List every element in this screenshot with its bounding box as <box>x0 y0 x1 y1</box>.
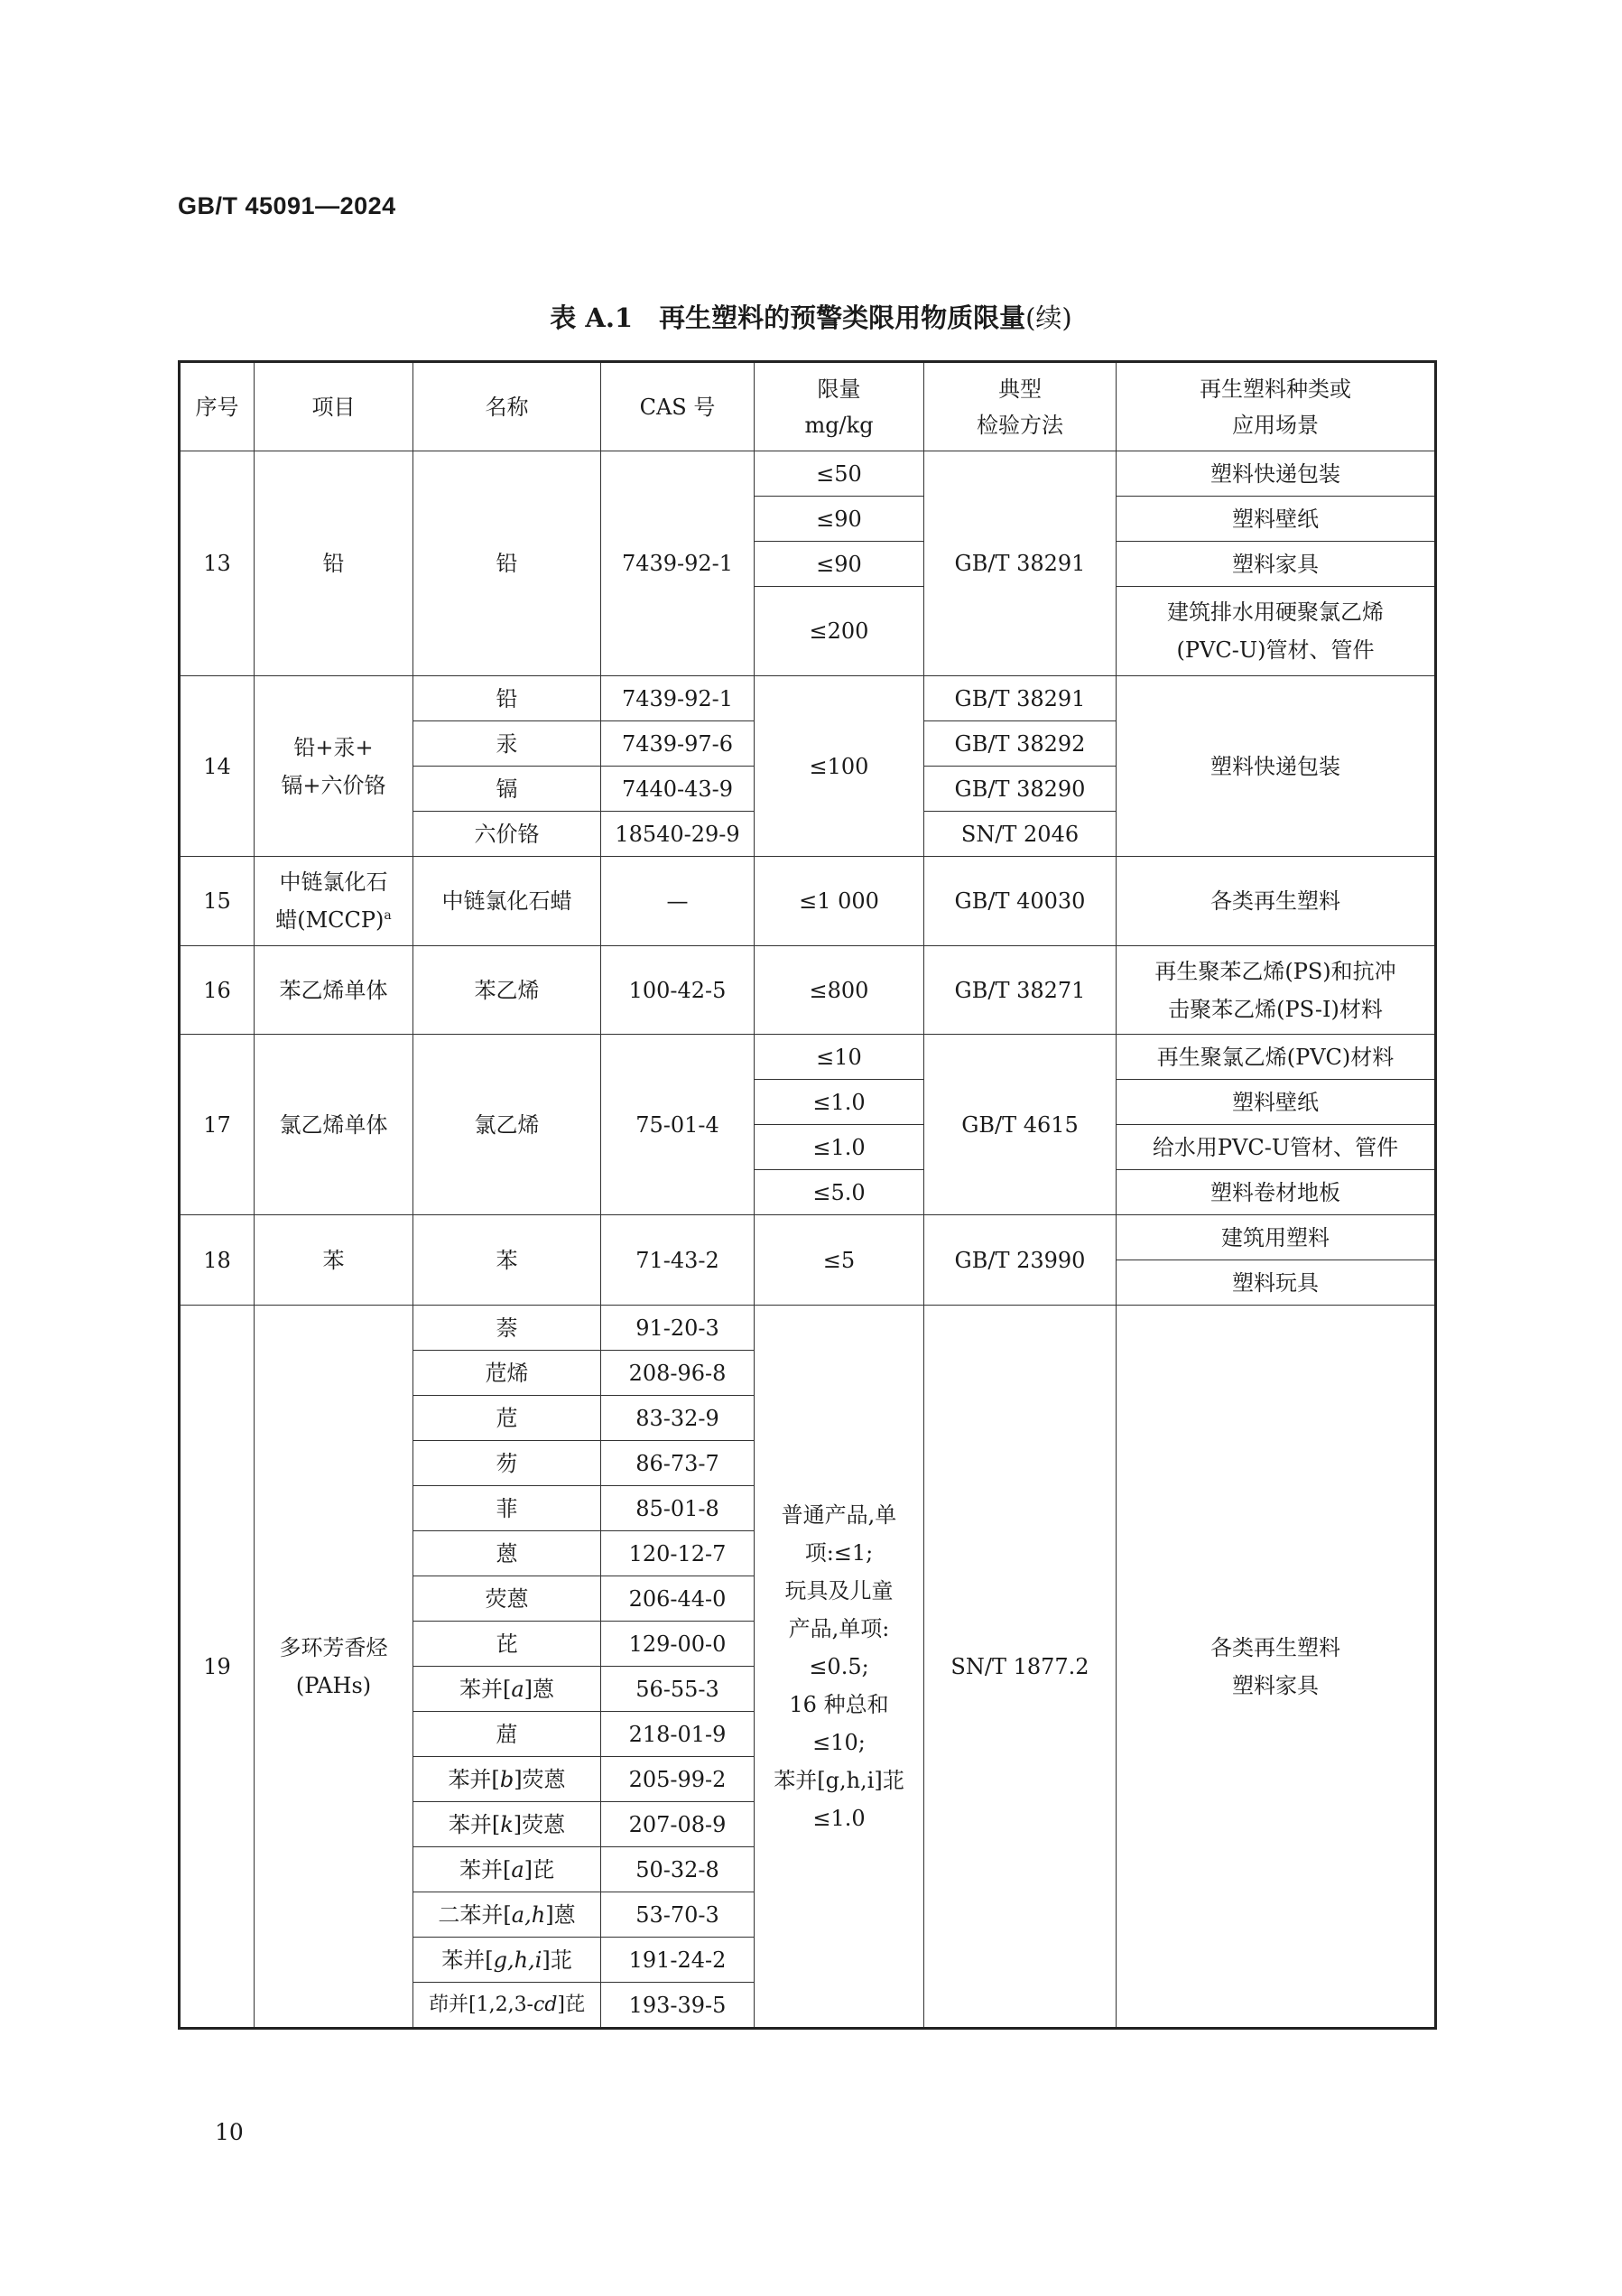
col-header-item: 项目 <box>255 362 413 451</box>
limit-line: 玩具及儿童 <box>784 1577 894 1603</box>
cell-item <box>255 857 413 946</box>
limit-line: 16 种总和 <box>789 1691 889 1717</box>
cell-cas: 18540-29-9 <box>601 812 755 857</box>
cell-scope: 塑料快递包装 <box>1117 676 1436 857</box>
cell-cas: 7439-97-6 <box>601 721 755 767</box>
cell-cas: 86-73-7 <box>601 1441 755 1486</box>
cell-cas: 206-44-0 <box>601 1576 755 1622</box>
cell-scope-line1: 各类再生塑料 <box>1210 1634 1340 1660</box>
cell-name: 苯乙烯 <box>413 946 601 1035</box>
cell-cas: 91-20-3 <box>601 1306 755 1351</box>
col-header-scope-line1: 再生塑料种类或 <box>1200 376 1351 402</box>
name-part: ]荧蒽 <box>514 1766 566 1792</box>
col-header-method-line2: 检验方法 <box>977 412 1063 438</box>
cell-name <box>413 1892 601 1938</box>
cell-name: 中链氯化石蜡 <box>413 857 601 946</box>
cell-scope <box>1117 946 1436 1035</box>
cell-no: 13 <box>180 451 255 676</box>
name-part: ]苝 <box>542 1947 572 1973</box>
cell-name <box>413 1983 601 2029</box>
name-part-italic: a <box>511 1856 524 1882</box>
cell-method: SN/T 2046 <box>924 812 1117 857</box>
cell-item: 氯乙烯单体 <box>255 1035 413 1215</box>
name-part-italic: a,h <box>511 1901 546 1928</box>
cell-scope: 再生聚氯乙烯(PVC)材料 <box>1117 1035 1436 1080</box>
name-part: ]荧蒽 <box>513 1811 566 1837</box>
cell-cas: 129-00-0 <box>601 1622 755 1667</box>
cell-limit: ≤90 <box>755 542 924 587</box>
cell-item <box>255 676 413 857</box>
cell-item-line1: 中链氯化石 <box>279 869 388 895</box>
cell-no: 16 <box>180 946 255 1035</box>
cell-no: 18 <box>180 1215 255 1306</box>
table-title-continued: (续) <box>1025 302 1072 333</box>
cell-name: 汞 <box>413 721 601 767</box>
table-header-row <box>180 362 1436 451</box>
cell-name: 萘 <box>413 1306 601 1351</box>
table-row <box>180 857 1436 946</box>
cell-scope: 给水用PVC-U管材、管件 <box>1117 1125 1436 1170</box>
name-part: 二苯并[ <box>438 1901 512 1928</box>
limit-line: ≤10; <box>812 1729 866 1755</box>
cell-name: 镉 <box>413 767 601 812</box>
cell-scope: 塑料玩具 <box>1117 1260 1436 1306</box>
cell-no: 14 <box>180 676 255 857</box>
cell-scope <box>1117 1306 1436 2029</box>
cell-name: 氯乙烯 <box>413 1035 601 1215</box>
cell-scope-line1: 建筑排水用硬聚氯乙烯 <box>1167 600 1384 625</box>
cell-item <box>255 1306 413 2029</box>
page-number: 10 <box>215 2119 244 2145</box>
cell-scope-line1: 再生聚苯乙烯(PS)和抗冲 <box>1154 958 1396 984</box>
cell-limit: ≤50 <box>755 451 924 497</box>
cell-limit: ≤1.0 <box>755 1125 924 1170</box>
cell-scope: 塑料壁纸 <box>1117 1080 1436 1125</box>
cell-limit: ≤5 <box>755 1215 924 1306</box>
name-part: 苯并[ <box>459 1676 512 1702</box>
name-part: ]蒽 <box>545 1901 576 1928</box>
cell-cas: 75-01-4 <box>601 1035 755 1215</box>
cell-name <box>413 1757 601 1802</box>
cell-limit: ≤90 <box>755 497 924 542</box>
table-title <box>0 298 1622 335</box>
name-part: 苯并[ <box>448 1766 500 1792</box>
cell-method: GB/T 23990 <box>924 1215 1117 1306</box>
cell-item-line2: 蜡(MCCP) <box>275 907 385 933</box>
cell-item-line2: (PAHs) <box>295 1672 372 1698</box>
cell-cas: 191-24-2 <box>601 1938 755 1983</box>
cell-limit: ≤800 <box>755 946 924 1035</box>
cell-name: 芘 <box>413 1622 601 1667</box>
cell-limit: ≤1.0 <box>755 1080 924 1125</box>
cell-scope-line2: 击聚苯乙烯(PS-I)材料 <box>1168 996 1383 1022</box>
table-row <box>180 946 1436 1035</box>
cell-cas: 7439-92-1 <box>601 676 755 721</box>
col-header-limit-unit: mg/kg <box>804 412 874 438</box>
col-header-scope-line2: 应用场景 <box>1232 412 1319 438</box>
restricted-substances-table <box>178 360 1437 2030</box>
cell-scope-line2: (PVC-U)管材、管件 <box>1176 637 1375 663</box>
col-header-limit <box>755 362 924 451</box>
cell-cas: 7440-43-9 <box>601 767 755 812</box>
cell-no: 17 <box>180 1035 255 1215</box>
col-header-method <box>924 362 1117 451</box>
table-row <box>180 451 1436 497</box>
col-header-limit-line1: 限量 <box>817 376 861 402</box>
standard-code: GB/T 45091—2024 <box>178 192 396 219</box>
cell-cas: 71-43-2 <box>601 1215 755 1306</box>
cell-scope: 塑料家具 <box>1117 542 1436 587</box>
cell-name <box>413 1938 601 1983</box>
table-title-text: 表 A.1 再生塑料的预警类限用物质限量 <box>550 302 1026 333</box>
cell-cas: 205-99-2 <box>601 1757 755 1802</box>
cell-name: 铅 <box>413 676 601 721</box>
cell-method: GB/T 40030 <box>924 857 1117 946</box>
cell-name: 苊 <box>413 1396 601 1441</box>
col-header-cas: CAS 号 <box>601 362 755 451</box>
cell-cas: 100-42-5 <box>601 946 755 1035</box>
name-part-italic: a <box>511 1676 524 1702</box>
cell-limit <box>755 1306 924 2029</box>
cell-name: 铅 <box>413 451 601 676</box>
table-row <box>180 1035 1436 1080</box>
name-part: ]蒽 <box>524 1676 555 1702</box>
name-part: 茚并[1,2,3- <box>429 1993 533 2016</box>
limit-line: ≤0.5; <box>809 1653 869 1679</box>
table-row <box>180 1306 1436 1351</box>
cell-item-line1: 铅+汞+ <box>293 734 374 760</box>
cell-scope: 塑料卷材地板 <box>1117 1170 1436 1215</box>
cell-item: 苯 <box>255 1215 413 1306</box>
cell-cas: 50-32-8 <box>601 1847 755 1892</box>
cell-name <box>413 1667 601 1712</box>
cell-name: 芴 <box>413 1441 601 1486</box>
limit-line: ≤1.0 <box>812 1805 866 1831</box>
cell-name <box>413 1847 601 1892</box>
limit-line: 苯并[g,h,i]苝 <box>774 1767 904 1793</box>
limit-line: 普通产品,单 <box>781 1501 897 1528</box>
cell-cas: 7439-92-1 <box>601 451 755 676</box>
cell-cas: 193-39-5 <box>601 1983 755 2029</box>
cell-method: GB/T 38291 <box>924 451 1117 676</box>
cell-limit: ≤5.0 <box>755 1170 924 1215</box>
cell-name: 六价铬 <box>413 812 601 857</box>
cell-no: 19 <box>180 1306 255 2029</box>
cell-name: 苯 <box>413 1215 601 1306</box>
cell-method: GB/T 38271 <box>924 946 1117 1035</box>
cell-limit: ≤1 000 <box>755 857 924 946</box>
cell-cas: 56-55-3 <box>601 1667 755 1712</box>
cell-scope: 塑料快递包装 <box>1117 451 1436 497</box>
name-part-italic: g,h,i <box>493 1947 542 1973</box>
cell-cas: 85-01-8 <box>601 1486 755 1531</box>
cell-cas: 83-32-9 <box>601 1396 755 1441</box>
cell-scope: 建筑用塑料 <box>1117 1215 1436 1260</box>
footnote-marker: a <box>384 908 392 923</box>
cell-item-line1: 多环芳香烃 <box>279 1634 388 1660</box>
name-part: ]芘 <box>557 1993 585 2016</box>
cell-name: 蒽 <box>413 1531 601 1576</box>
name-part-italic: cd <box>533 1993 558 2016</box>
cell-limit: ≤100 <box>755 676 924 857</box>
cell-item: 苯乙烯单体 <box>255 946 413 1035</box>
name-part-italic: b <box>499 1766 514 1792</box>
cell-scope-line2: 塑料家具 <box>1232 1672 1319 1698</box>
cell-name: 荧蒽 <box>413 1576 601 1622</box>
name-part-italic: k <box>500 1811 514 1837</box>
col-header-name: 名称 <box>413 362 601 451</box>
limit-line: 项:≤1; <box>804 1539 874 1566</box>
col-header-method-line1: 典型 <box>998 376 1042 402</box>
name-part: ]芘 <box>524 1856 555 1882</box>
cell-name: 苊烯 <box>413 1351 601 1396</box>
cell-method: GB/T 38291 <box>924 676 1117 721</box>
cell-method: GB/T 38290 <box>924 767 1117 812</box>
limit-line: 产品,单项: <box>788 1615 890 1641</box>
cell-limit: ≤10 <box>755 1035 924 1080</box>
cell-name <box>413 1802 601 1847</box>
cell-scope: 各类再生塑料 <box>1117 857 1436 946</box>
cell-cas: 53-70-3 <box>601 1892 755 1938</box>
name-part: 苯并[ <box>441 1947 494 1973</box>
col-header-scope <box>1117 362 1436 451</box>
cell-cas: 218-01-9 <box>601 1712 755 1757</box>
cell-method: GB/T 4615 <box>924 1035 1117 1215</box>
cell-cas: 120-12-7 <box>601 1531 755 1576</box>
cell-cas: 208-96-8 <box>601 1351 755 1396</box>
cell-limit: ≤200 <box>755 587 924 676</box>
cell-no: 15 <box>180 857 255 946</box>
cell-method: GB/T 38292 <box>924 721 1117 767</box>
cell-name: 菲 <box>413 1486 601 1531</box>
cell-name: 䓛 <box>413 1712 601 1757</box>
cell-scope: 塑料壁纸 <box>1117 497 1436 542</box>
cell-cas: 207-08-9 <box>601 1802 755 1847</box>
cell-item: 铅 <box>255 451 413 676</box>
table-row <box>180 1215 1436 1260</box>
cell-cas: — <box>601 857 755 946</box>
name-part: 苯并[ <box>448 1811 501 1837</box>
cell-item-line2: 镉+六价铬 <box>281 772 386 798</box>
col-header-no: 序号 <box>180 362 255 451</box>
cell-method: SN/T 1877.2 <box>924 1306 1117 2029</box>
cell-scope <box>1117 587 1436 676</box>
table-row <box>180 676 1436 721</box>
name-part: 苯并[ <box>459 1856 512 1882</box>
